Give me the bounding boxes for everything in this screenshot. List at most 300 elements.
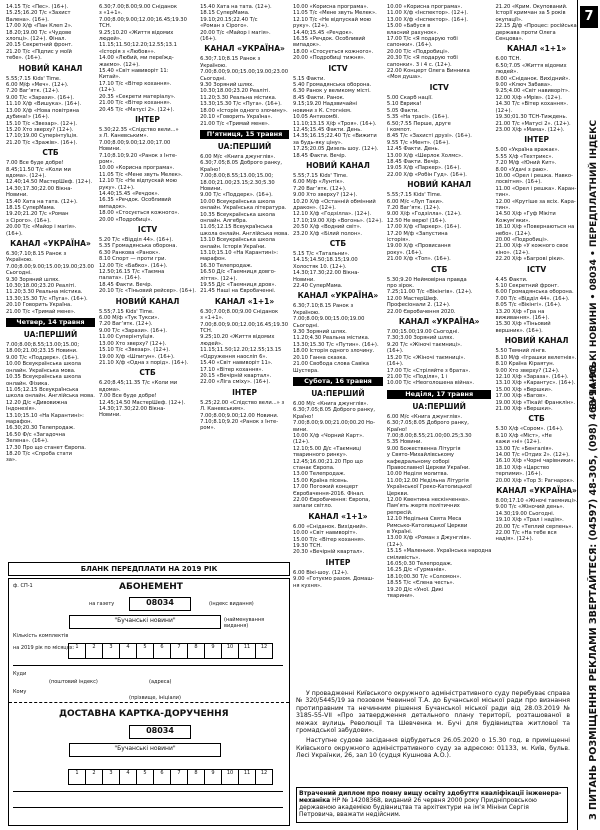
program-line: руку». (12+).: [98, 184, 135, 191]
program-line: 23.00 Х/ф «Мама». (12+).: [495, 126, 565, 133]
program-line: 11.00 «Орел і решка». Каран-: [495, 185, 577, 192]
program-line: 7.20 М/ф «Юний Кит».: [495, 160, 557, 167]
program-line: 6.50;7.55 Перше, друге: [386, 120, 451, 127]
program-line: 12.10 Х/ф «Зараза». (16+).: [495, 373, 569, 380]
program-line: 10.00 Неділя молитва.: [386, 471, 449, 478]
program-line: Новини.: [200, 185, 222, 192]
program-line: 22.00 Х/ф «Робін Гуд». (16+).: [386, 171, 467, 178]
program-line: 11.20;3.30 Реальна містика.: [6, 289, 83, 296]
program-list: [293, 173, 383, 237]
month-cell[interactable]: 1: [68, 643, 86, 659]
program-line: 11.20;4.30 Реальна містика.: [293, 335, 370, 342]
program-line: 8.05 Т/с «Вікінгі». (16+).: [495, 302, 562, 309]
program-line: і компот.: [386, 126, 412, 133]
program-line: Новини.: [293, 276, 315, 283]
program-line: 7.00 Все буде добре!: [98, 393, 157, 400]
program-line: 18.15 СуперМама.: [6, 204, 56, 211]
program-line: 9.30 Зоряний шлях.: [293, 329, 347, 336]
program-line: (16+).: [200, 36, 217, 43]
program-line: 7.20 Ваг’ятк. (12+).: [6, 88, 60, 95]
program-line: Сьогодні.: [293, 322, 319, 329]
program-line: онлайн. Українська література.: [200, 205, 287, 212]
program-line: Церкви.: [386, 490, 409, 497]
program-line: 7.00 Т/с «Відділ 44». (16+).: [495, 295, 570, 302]
program-line: 8.45;11.50 Т/с «Коли ми: [6, 166, 71, 173]
program-line: 6.50;7.05 «Життя відомих: [495, 62, 567, 69]
program-line: 14.15;14.50;18.15;19.00: [293, 257, 358, 264]
program-line: 12.10 Т/с «Не відпускай мою: [293, 16, 372, 23]
program-line: ТСН.: [200, 328, 213, 335]
surname-caption: (прізвище, ініціали): [129, 695, 181, 701]
program-line: 21.00 Т/с «Тримай мене».: [200, 120, 270, 127]
program-line: 14.00 «Любий, ми переїжд-: [98, 55, 174, 62]
program-line: 6.30;7.10;8.15 Ранок з: [6, 251, 67, 257]
month-cell[interactable]: 6: [153, 643, 171, 659]
program-line: 16.50 Ф/с «Загадочна: [6, 431, 66, 438]
program-line: Історії кримчан за 5 років: [495, 10, 566, 17]
program-line: 9.00 «Ключ Забава».: [495, 82, 552, 89]
month-cell[interactable]: 11: [238, 769, 256, 785]
month-cell[interactable]: 9: [204, 643, 222, 659]
program-line: Китай».: [98, 74, 121, 81]
program-line: 6.30;7.00;8.00;9.00 Снiданок: [98, 4, 177, 10]
channel-name: КАНАЛ «УКРАЇНА»: [204, 44, 285, 54]
channel-name: ІНТЕР: [325, 557, 351, 567]
program-line: 20.10 Т/с «Тіньовий рейсер». (16+).: [98, 288, 197, 295]
program-line: про зірок.: [386, 283, 414, 290]
program-line: 18.10 Х/ф «Повернаються на: [495, 224, 575, 231]
program-line: 10.00 Всеукраїнська школа: [6, 361, 82, 368]
program-line: 6.00 М/с «Книга джунглів».: [200, 153, 276, 160]
month-cell[interactable]: 10: [221, 643, 239, 659]
program-line: Новини.: [6, 192, 28, 199]
program-line: 10.00 Х/ф «Чорний Карт».: [293, 432, 364, 439]
channel-name: НОВИЙ КАНАЛ: [115, 296, 180, 306]
program-line: за».: [6, 457, 17, 464]
program-line: в Україні.: [386, 529, 413, 536]
program-line: 10.20 Х/ф «Останній обмінний: [293, 198, 376, 205]
channel-name: ІНТЕР: [232, 387, 257, 397]
program-line: 9.25;10.20 «Життя відомих: [98, 29, 174, 36]
program-line: 9.00 Х/ф «Годзілла». (12+).: [386, 211, 462, 218]
program-line: Україною.: [293, 309, 320, 316]
program-line: 7.20 Ваг’ятк. (12+).: [98, 321, 153, 328]
channel-name: ICTV: [328, 63, 348, 73]
program-line: Православної Церкви України.: [386, 464, 470, 471]
program-line: Новини.: [98, 146, 121, 153]
program-line: 10.05 Антизомбі.: [293, 114, 339, 121]
program-line: 20.10 Говорить Україна.: [6, 302, 72, 309]
program-line: з «1+1».: [200, 315, 224, 322]
program-line: 14.30 Т/с «Вітер кохання».: [495, 101, 568, 108]
program-line: 12.00 Квентина нескінченна».: [386, 497, 470, 503]
program-line: 13.00 Телепродаж.: [293, 471, 346, 478]
program-line: «Історія з «Любов»».: [98, 48, 156, 55]
program-line: «Моя душа».: [386, 74, 422, 81]
program-line: палата». (16+).: [98, 275, 142, 282]
program-line: 19.30 ТСН.: [293, 543, 322, 550]
program-line: 21.00 Т/с «Вітер кохання».: [98, 100, 172, 107]
program-list: [99, 380, 196, 418]
months-label: на 2019 рік по місяцях:: [13, 645, 75, 651]
program-line: 13.30;15.30 Т/с «Пуга». (16+).: [6, 295, 88, 302]
program-line: за будь-яку ціну».: [293, 139, 343, 146]
program-line: ТСН.: [98, 23, 112, 30]
program-line: 9.00 Т/с «Зарази». (16+).: [6, 94, 75, 101]
program-line: 7.00;8.00;9.00;15.00;19.00;23.00: [6, 263, 94, 270]
program-line: 12.00 «Крутіше за всіх. Кара-: [495, 198, 576, 205]
program-line: 19.55 Д/с «Таємниця дров».: [200, 282, 277, 289]
program-line: 16.50 Д/с «Таємниця довго-: [200, 269, 276, 276]
form-name: АБОНЕМЕНТ: [119, 582, 183, 592]
program-line: 14.40;15.45 «Речдок».: [98, 190, 160, 197]
program-line: 19.00 Х/ф «Провисання: [386, 243, 451, 250]
page-sidebar: [577, 0, 600, 830]
program-line: 7.00;8.00;9.00;12.00;16.45;19.30: [200, 321, 289, 328]
program-line: 20.00 «Подробиці тижня».: [293, 55, 366, 62]
program-line: випадок».: [98, 203, 127, 210]
program-line: 6.30;7.10;8.15 Ранок з: [200, 56, 261, 63]
month-cell[interactable]: 9: [204, 769, 222, 785]
program-line: 13.00 Х/ф «Інспектор». (16+).: [386, 16, 469, 23]
program-line: 12.10 Недільна Свята Меса: [386, 516, 462, 523]
program-line: 12.50 Не верю! (16+).: [386, 217, 447, 224]
program-column: [99, 4, 196, 564]
program-line: 12.00 Т/с «Бабко». (16+).: [98, 262, 168, 269]
month-cell[interactable]: 7: [170, 769, 188, 785]
program-line: 16.30;20.30 Телепродаж.: [6, 425, 75, 432]
program-line: 15.40 «Світ навиворіт 11».: [200, 360, 273, 367]
program-line: 12.00 МастерШеф.: [386, 295, 439, 302]
program-line: 22.00 Т/с «На тебе вся: [495, 530, 557, 537]
program-list: [495, 277, 577, 335]
channel-name: СТБ: [139, 368, 156, 378]
program-line: 15.10 Т/с «Звезар». (12+).: [6, 120, 78, 127]
program-line: 9.30 Зоряний шлях.: [200, 82, 254, 89]
program-line: кіно». (12+).: [495, 249, 530, 256]
notice-paragraph: Наступне судове засідання відбудеться 26.05.2020 о 15.30 год. в приміщенні Київського окружного адміністративного суду за адресою: 01133, м. Київ, бульв. Лесі Українки, 26, зал 10 (судця Кушнова А.О.).: [296, 737, 570, 760]
program-line: 5.55;7.15 Kids' Time.: [98, 308, 154, 315]
program-line: 14.30;19.00 Сьогодні.: [495, 510, 555, 517]
program-line: 22.20 Х/ф «Багрові ріки».: [495, 256, 565, 263]
program-list: [6, 160, 95, 237]
program-line: 9.55 Т/с «Мент». (16+).: [386, 139, 450, 146]
program-line: 13.10 Х/ф «Карантус». (16+).: [495, 380, 576, 387]
program-line: 6.00 М/ф «Тук Тукси».: [98, 315, 160, 322]
program-line: 9.00 Т/с «Зарази». (16+).: [98, 327, 167, 334]
program-line: 5.15 Факти.: [293, 75, 326, 82]
subscription-banner: БЛАНК ПЕРЕДПЛАТИ НА 2019 РІК: [8, 562, 290, 576]
program-line: 12.40;14.50 МастерШеф. (12+).: [6, 179, 93, 186]
program-line: у Свято-Михайлівському: [386, 452, 454, 459]
program-line: людей».: [200, 340, 223, 347]
program-line: 19.20;21.20 Т/с «Роман: [6, 211, 69, 218]
program-line: тин».: [495, 192, 511, 199]
channel-name: ICTV: [526, 264, 547, 274]
program-line: окупації».: [495, 16, 523, 23]
page-number: 7: [580, 6, 598, 28]
program-list: [6, 76, 95, 146]
program-line: 20.00 Х/ф «Тор 3: Рагнарок».: [495, 477, 575, 484]
program-line: виживання». (16+).: [495, 315, 550, 322]
program-list: [495, 147, 577, 262]
program-line: ня кухня».: [293, 582, 322, 589]
program-list: [99, 309, 196, 367]
program-line: (16+).: [386, 348, 404, 355]
program-line: 17.00 Х/ф «Пан Клеп 2».: [6, 23, 73, 30]
program-line: 5.55;7.15 Kids' Time.: [386, 192, 442, 199]
program-line: 7.00;8.00;9.00;15.00;19.00: [293, 316, 365, 323]
program-line: 14.15 Т/с «Пес». (16+).: [6, 4, 69, 10]
program-line: 6.00 М/ф «Меч». (12+).: [6, 82, 69, 89]
program-line: 12.00 Х/ф «Мрів». (12+).: [495, 94, 562, 101]
channel-name: ICTV: [137, 225, 158, 234]
program-line: 18.00 «Стосується кожного».: [98, 210, 180, 217]
program-line: 11.05;12.15 Всеукраїнська: [6, 386, 79, 393]
program-line: марафон.: [6, 418, 33, 425]
delivery-line: [13, 807, 283, 808]
program-line: 12.50;16.15 Т/с «Таємна: [98, 269, 165, 276]
program-line: 6.30 Ранок у великому місті.: [293, 88, 371, 95]
program-line: 5.55;7.15 Kids' Time.: [293, 172, 348, 179]
program-list: [387, 4, 492, 81]
month-cell[interactable]: 12: [255, 769, 273, 785]
program-line: 17.30 Про що станет Європа.: [6, 444, 86, 451]
program-line: 7.00;8.00;9.00;15.00;19.00;23.00: [200, 69, 289, 76]
program-line: 21.00 Х/ф «У кожного своє: [495, 243, 569, 250]
program-line: 11.00 Суперінтуїція.: [98, 334, 155, 341]
program-line: 13.00 Х/ф «Нова повітряна: [6, 107, 80, 114]
program-line: 5.20 Т/с «Відділ 44». (16+).: [98, 237, 174, 243]
month-cell[interactable]: 4: [119, 643, 137, 659]
program-line: 6.00 М/с «Книга джунглів».: [293, 400, 369, 407]
program-line: Римсько-Католицької Церкви: [386, 522, 468, 529]
index-caption: (індекс видання): [209, 601, 254, 607]
program-line: 8.00 «Удачі з раю».: [495, 166, 548, 173]
program-line: 5.00 «Україна вражає».: [495, 147, 560, 154]
program-column: [293, 4, 383, 589]
program-line: 13.00 Х/ф «Шерлок Холмс».: [386, 152, 463, 159]
program-line: 10.00 «Корисна програма».: [386, 4, 463, 10]
program-line: 12.10;5.00 Д/с «Таємниці: [293, 445, 362, 452]
program-list: [200, 400, 289, 432]
program-line: 18.00 «Стосується кожного».: [293, 48, 374, 55]
program-line: 5.35 «На трасі». (16+).: [386, 114, 449, 121]
program-line: 20.00 Т/с «Теплий серпень».: [495, 523, 574, 530]
index-label: на газету: [89, 601, 115, 607]
program-line: Сьогодні.: [6, 270, 32, 277]
ad-lead: Втрачений диплом про повну вищу освіту здобуття кваліфікації інженера-механіка: [299, 790, 562, 804]
program-line: 18.15 СуперМама.: [200, 10, 250, 17]
program-line: хлопці». (12+). Фінал.: [6, 36, 67, 43]
program-line: 21.00 Свобода слова Савіка: [293, 361, 370, 368]
program-list: [200, 154, 289, 295]
program-line: 8.45 Т/с «Захисті друзі». (16+).: [386, 133, 472, 140]
cut-line: [9, 702, 289, 703]
program-line: 22.00 Євробачення: Європа,: [293, 497, 370, 503]
program-list: [293, 251, 383, 289]
program-line: 11.05 Т/с «Мене звуть Мелек».: [293, 10, 377, 17]
program-line: 15.40 Хата на тата. (12+).: [6, 198, 78, 205]
program-line: 9.00 «Готуємо разом. Домаш-: [293, 576, 374, 583]
program-line: 22.00 Концерт Олега Винника: [386, 68, 470, 75]
program-line: 10.35 Всеукраїнська школа: [6, 374, 82, 381]
program-line: 14.50 Х/ф «Гуф Мікіти: [495, 211, 556, 218]
month-cell[interactable]: 1: [68, 769, 86, 785]
program-line: 11.10 Х/ф «Вишука». (16+).: [6, 101, 82, 108]
month-cell[interactable]: 10: [221, 769, 239, 785]
month-cell[interactable]: 5: [136, 643, 154, 659]
day-header: Неділя, 17 травня: [387, 390, 492, 399]
program-line: 13.30;15.30 Т/с «Пуга». (16+).: [200, 101, 282, 108]
program-list: [6, 251, 95, 315]
program-column: [200, 4, 289, 564]
program-list: [293, 570, 383, 589]
program-line: 20.00 Т/с «Майор і магія».: [200, 29, 271, 36]
month-cell[interactable]: 3: [102, 769, 120, 785]
program-line: Україною.: [200, 62, 227, 69]
program-line: 6.30 Ранкова «Ранок».: [98, 249, 161, 256]
program-line: Зелена». (16+).: [6, 438, 49, 445]
delivery-months-row: [69, 769, 273, 785]
program-line: 21.20 Т/с «Зражів». (16+).: [6, 139, 78, 146]
program-line: 22.00 Євробачення 2020.: [386, 308, 456, 315]
program-line: 9.00 Хто зверху? (12+).: [293, 192, 358, 199]
program-line: 11.05;12.15 Всеукраїнська: [200, 224, 273, 231]
program-line: 13.10 Всеукраїнська школа: [200, 237, 276, 244]
program-line: 15.25;16.20 Т/с «Захист: [6, 10, 71, 17]
program-line: онлайн. Алгебра.: [200, 217, 248, 224]
program-line: 12.45;15.45 Факти. День.: [293, 126, 362, 133]
program-line: 6.30;7.10;8.15 Ранок з: [293, 303, 354, 310]
program-line: 19.20 Д/с «Уної. Дикі: [386, 586, 444, 593]
program-line: 14.40;15.45 «Речдок».: [293, 29, 354, 36]
program-line: 5.00 Скарб нації.: [386, 94, 433, 101]
program-line: 10.00 Т/с «Неоголошена війна».: [386, 380, 475, 387]
program-line: 19.30;01.30 ТСН-Тиждень.: [495, 114, 568, 121]
program-line: 18.55 Т/с «Єлена честь».: [386, 580, 455, 587]
program-line: 16.30 Телепродаж.: [200, 262, 253, 269]
program-line: 8.10 М/ф «Іграшки велетнів».: [495, 354, 577, 361]
day-header: Четвер, 14 травня: [6, 318, 95, 327]
copies-label: Кількість комплектів: [13, 633, 69, 639]
program-line: Пам’ять жертв політичних: [386, 503, 460, 510]
month-cell[interactable]: 8: [187, 643, 205, 659]
month-cell[interactable]: 6: [153, 769, 171, 785]
program-list: [495, 348, 577, 412]
program-line: 11.15;11.50;12.20;12.55;13.1: [98, 42, 177, 49]
program-line: 9.00 Т/с «Жіночий день».: [495, 504, 565, 511]
program-line: 19.05 Х/ф «Паркер». (16+).: [386, 165, 462, 172]
program-line: 13.30;15.30 Т/с «Путин». (16+).: [293, 341, 379, 348]
program-line: 18.45 Факти. Вечір.: [386, 158, 441, 165]
program-line: 20.00 Т/с «Подробиці».: [386, 48, 450, 55]
program-line: 17.10 «Вітер кохання».: [200, 366, 264, 373]
month-cell[interactable]: 8: [187, 769, 205, 785]
program-line: 20.30 «Вечірній квартал».: [293, 549, 365, 556]
program-line: з «1+1».: [98, 10, 123, 17]
month-cell[interactable]: 7: [170, 643, 188, 659]
day-header: Субота, 16 травня: [293, 377, 383, 386]
ad-text: НР № 14208368, виданий 26 червня 2000 року Придніпровською державною академією будівництва та архітектури на ім’я Мініни Сергія Петровича, вважати недійсним.: [299, 797, 537, 818]
program-line: 6.00 М/с «Луп Таки».: [386, 198, 444, 205]
program-line: 15.00 Країна пісень.: [293, 477, 349, 484]
month-cell[interactable]: 4: [119, 769, 137, 785]
month-cell[interactable]: 2: [85, 643, 103, 659]
channel-name: НОВИЙ КАНАЛ: [306, 160, 370, 170]
program-line: 9.00 Хто зверху? (12+).: [495, 367, 560, 374]
program-line: 8.10 Спорт — проти гри.: [98, 256, 167, 263]
program-line: 15.15 «Маленьке. Українська народна: [386, 548, 492, 555]
month-cell[interactable]: 3: [102, 643, 120, 659]
program-line: Л. Каневським».: [200, 406, 245, 413]
channel-name: КАНАЛ «1+1»: [308, 511, 368, 521]
program-line: репресій.: [386, 509, 413, 516]
program-line: 15.20 Хто зверху? (12+).: [6, 126, 74, 133]
program-line: 13.00 Т/с «Бенгалія».: [495, 445, 554, 452]
month-cell[interactable]: 2: [85, 769, 103, 785]
program-line: 17.00 Т/с «Я подарую тобі: [386, 36, 458, 43]
program-line: 20.00 «Подробиці».: [98, 216, 153, 223]
program-line: лосвітня». (16+).: [495, 179, 542, 186]
program-line: Індонезія».: [6, 406, 37, 413]
program-line: вершник». (16+).: [495, 327, 543, 334]
program-list: [200, 309, 289, 386]
program-line: станає Європа.: [293, 464, 335, 471]
program-line: Євробачення-2016. Фінал.: [293, 490, 365, 497]
channel-name: ICTV: [429, 82, 449, 92]
channel-name: КАНАЛ «УКРАЇНА»: [496, 486, 577, 495]
program-line: 5.25;22.00 «Слідство вели...» з: [200, 399, 285, 406]
program-line: ром».: [200, 425, 216, 432]
month-cell[interactable]: 12: [255, 643, 273, 659]
program-line: 13.00 Х/ф «Роман з Джунглів».: [386, 535, 472, 542]
program-line: 6.00 «Сніданок. Вихідний».: [293, 523, 368, 530]
program-line: 20.10 Ганна сказка.: [293, 354, 348, 361]
month-cell[interactable]: 5: [136, 769, 154, 785]
program-line: Країно!: [386, 426, 408, 433]
program-line: 18.45 Факти. Вечір.: [98, 281, 153, 288]
program-line: 17.25;20.05 Дизель шоу. (12+).: [293, 146, 379, 153]
whom-label: Кому: [13, 689, 27, 695]
channel-name: UA:ПЕРШИЙ: [311, 388, 365, 398]
program-line: 7.00;8.00;9.00;12.00;17.00: [98, 139, 171, 146]
program-line: вини.: [293, 426, 308, 433]
month-cell[interactable]: 11: [238, 643, 256, 659]
program-line: 15.00 «Бабуся в: [386, 23, 431, 30]
program-line: 7.00;8.00;9.00;12.00 Новини.: [200, 412, 279, 419]
delivery-publication-name: "Бучанські новини": [69, 743, 221, 757]
program-line: 5.35 Новини.: [386, 439, 423, 446]
program-line: 18.20;19.00 Т/с «Чудове: [6, 29, 72, 36]
program-line: 20.30 Т/с «Я подарую тобі: [386, 55, 458, 62]
program-line: 14.30;17.30;22.00 Вікна-: [6, 185, 73, 192]
program-line: 5.05 Факти.: [386, 107, 419, 114]
publication-index: 08034: [129, 597, 191, 611]
program-list: [200, 56, 289, 126]
program-line: 18.20 Т/с «Спроба стати: [6, 450, 73, 457]
program-line: 20.35 «Секрети матеріалу».: [98, 93, 176, 100]
program-list: [293, 76, 383, 159]
channel-name: КАНАЛ «УКРАЇНА»: [10, 239, 91, 248]
postcode-caption: (поштовий індекс): [49, 679, 98, 685]
program-line: онлайн. Українська мова.: [6, 367, 76, 374]
program-line: 6.30;7.05;8.05 Доброго ранку,: [386, 420, 469, 427]
program-line: новини з К. Стогнієм.: [293, 107, 352, 114]
channel-name: КАНАЛ «1+1»: [506, 44, 567, 54]
program-line: 7.00 Все буде добре!: [6, 160, 64, 167]
program-line: 20.50 Х/ф «Водний світ».: [293, 224, 362, 231]
